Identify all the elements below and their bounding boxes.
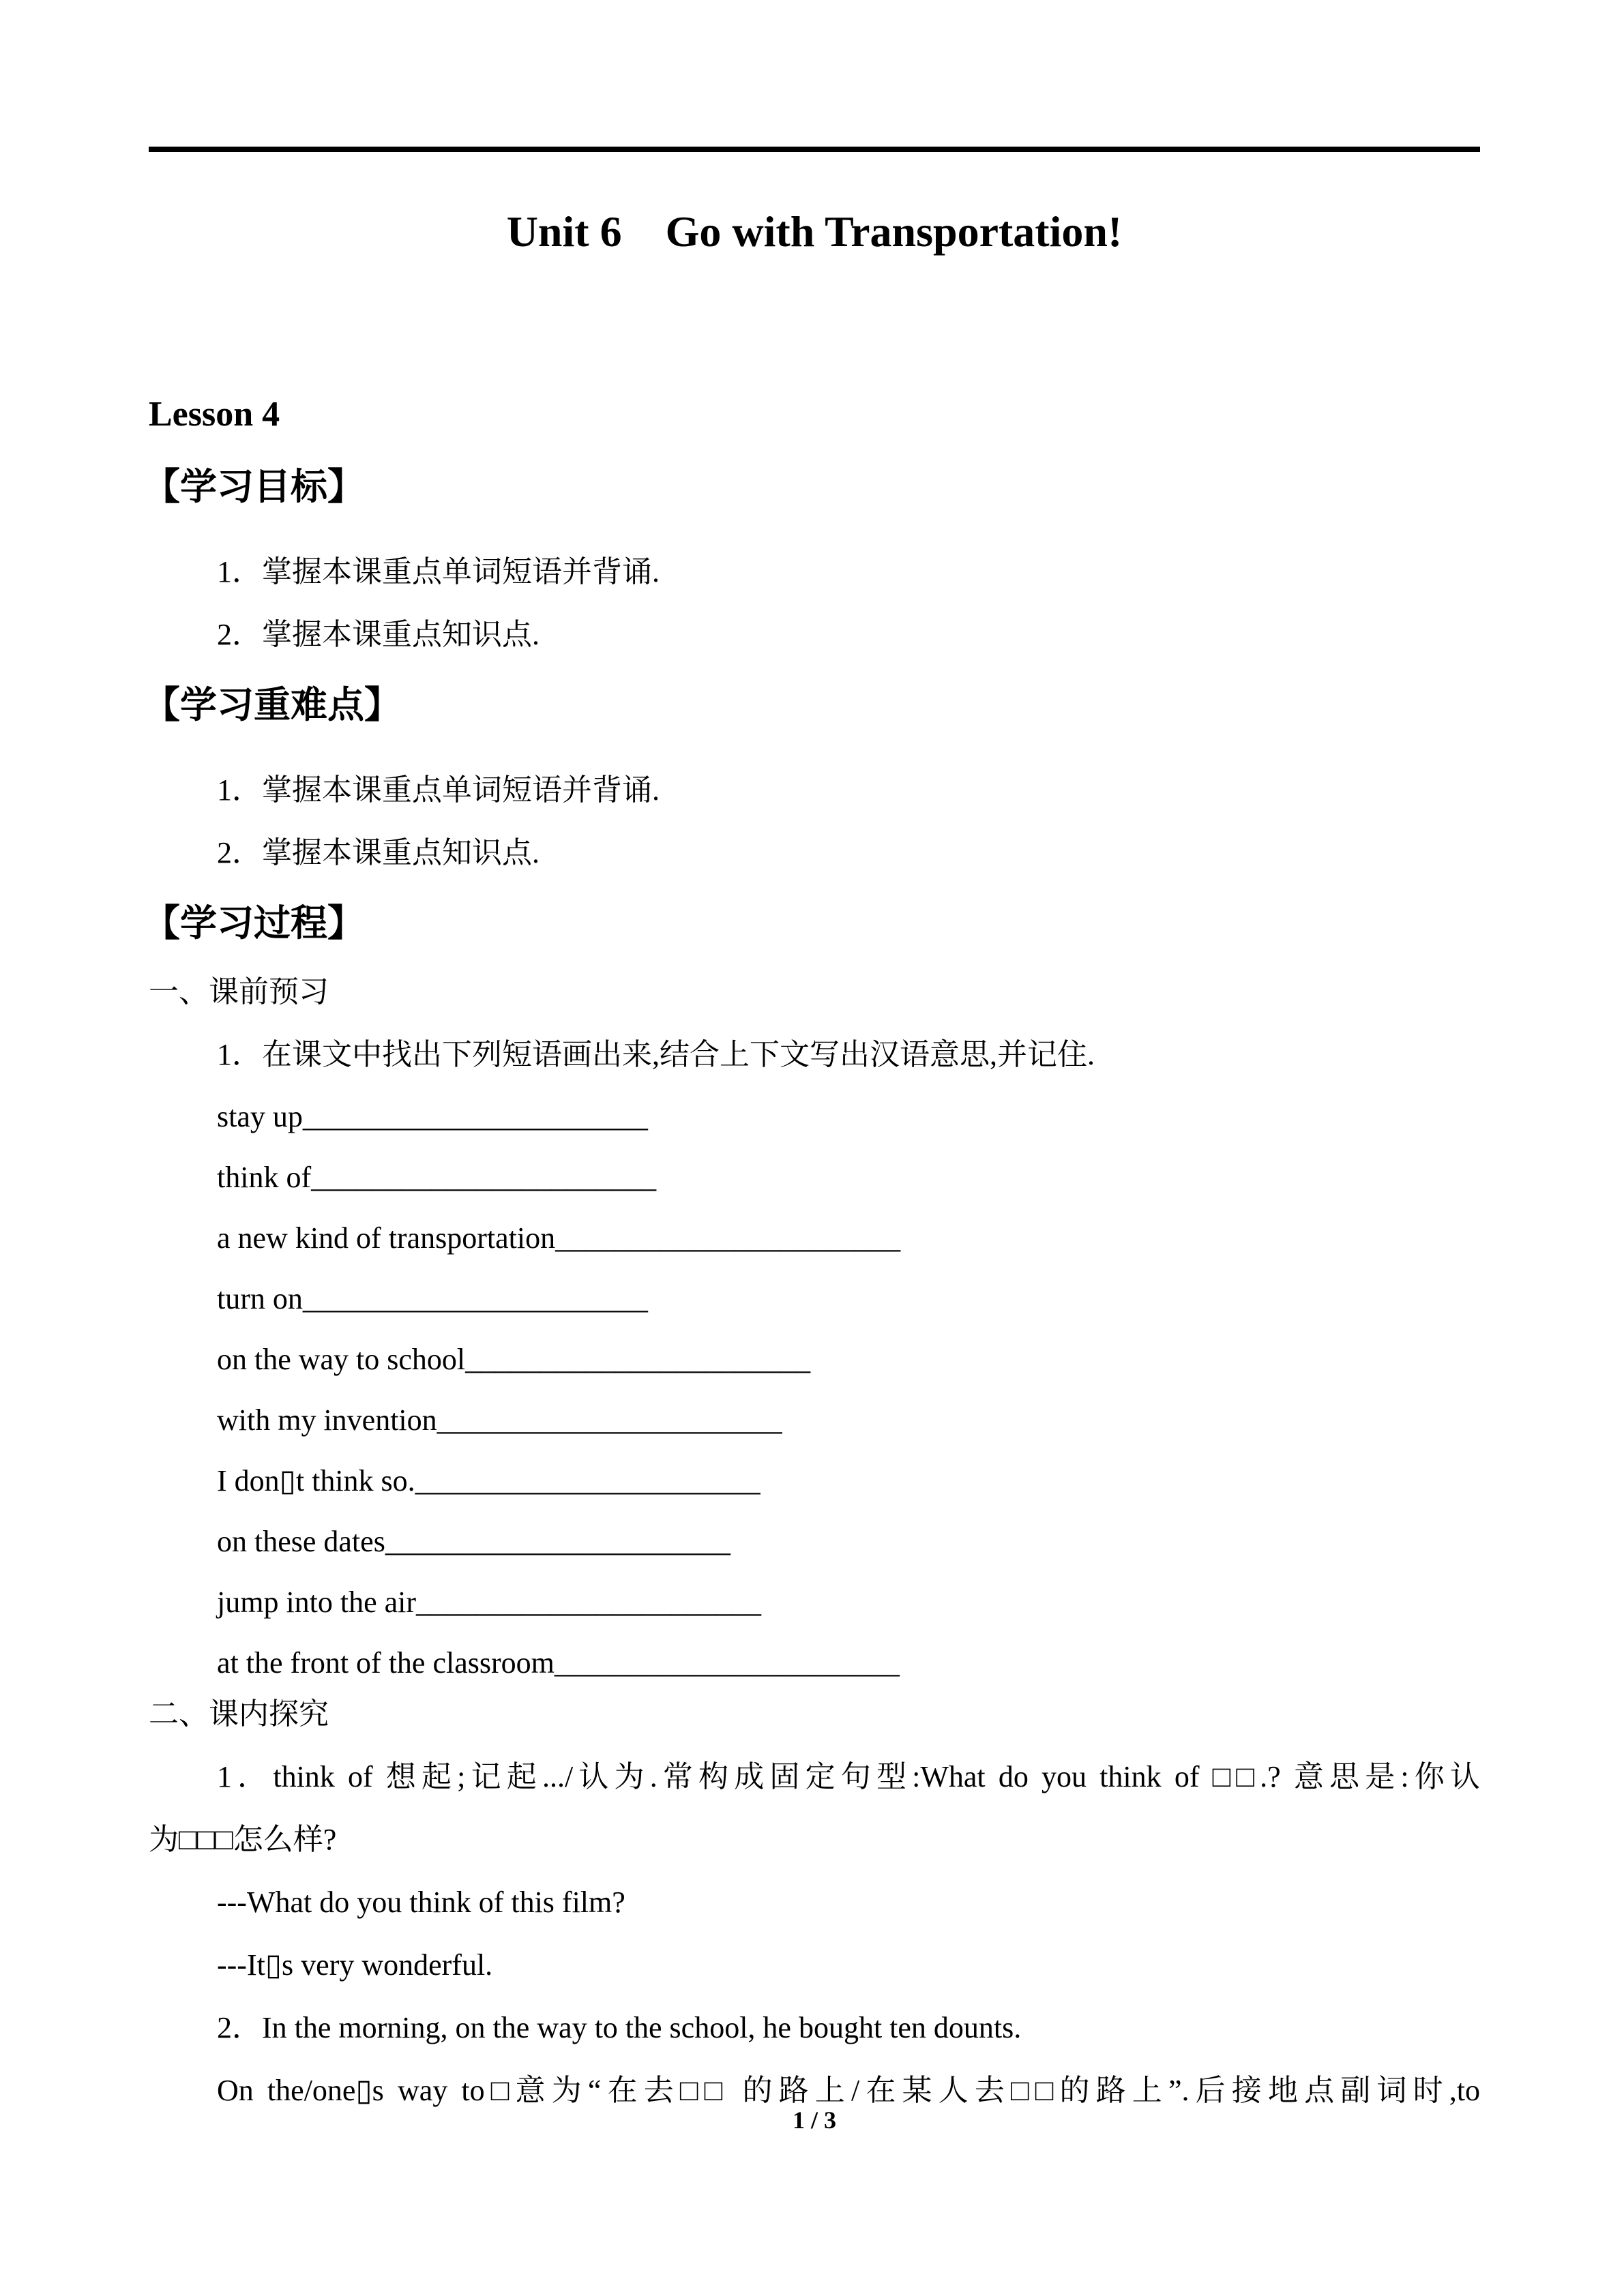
key-points-heading: 【学习重难点】 <box>143 685 401 726</box>
key-point-item: 1．掌握本课重点单词短语并背诵. <box>217 773 660 807</box>
phrase-blank-line: on these dates_______________________ <box>217 1525 730 1558</box>
phrase-blank-line: with my invention_______________________ <box>217 1403 782 1437</box>
lesson-heading: Lesson 4 <box>149 395 280 434</box>
explore-heading: 二、课内探究 <box>149 1697 329 1731</box>
explore-point1-line1: 1．think of 想起;记起.../认为.常构成固定句型:What do you think of □□.? 意思是:你认 <box>217 1760 1480 1793</box>
preview-heading: 一、课前预习 <box>149 975 329 1009</box>
phrase-blank-line: a new kind of transportation_______________________ <box>217 1221 901 1255</box>
header-rule <box>149 147 1480 152</box>
phrase-blank-line: think of_______________________ <box>217 1161 657 1194</box>
page-title: Unit 6 Go with Transportation! <box>506 207 1123 256</box>
key-point-item: 2．掌握本课重点知识点. <box>217 836 540 869</box>
objectives-heading: 【学习目标】 <box>143 466 364 507</box>
page-number: 1 / 3 <box>792 2106 836 2134</box>
preview-instruction: 1．在课文中找出下列短语画出来,结合上下文写出汉语意思,并记住. <box>217 1038 1095 1071</box>
objective-item: 2．掌握本课重点知识点. <box>217 618 540 651</box>
phrase-blank-line: stay up_______________________ <box>217 1100 648 1133</box>
phrase-blank-line: jump into the air_______________________ <box>217 1585 762 1619</box>
explore-point2: 2．In the morning, on the way to the school, he bought ten dounts. <box>217 2011 1022 2044</box>
phrase-blank-line: I don▯t think so._______________________ <box>217 1464 761 1497</box>
objective-item: 1．掌握本课重点单词短语并背诵. <box>217 555 660 588</box>
phrase-blank-line: on the way to school_______________________ <box>217 1343 811 1376</box>
dialog-question: ---What do you think of this film? <box>217 1885 625 1919</box>
process-heading: 【学习过程】 <box>143 903 364 944</box>
dialog-answer: ---It▯s very wonderful. <box>217 1948 493 1982</box>
explore-point1-line2: 为□□□怎么样? <box>149 1823 337 1856</box>
phrase-blank-line: at the front of the classroom_______________________ <box>217 1646 900 1680</box>
explore-point2-note: On the/one▯s way to□意为“在去□□ 的路上/在某人去□□的路上”.后接地点副词时,to <box>217 2074 1480 2107</box>
phrase-blank-line: turn on_______________________ <box>217 1282 648 1315</box>
